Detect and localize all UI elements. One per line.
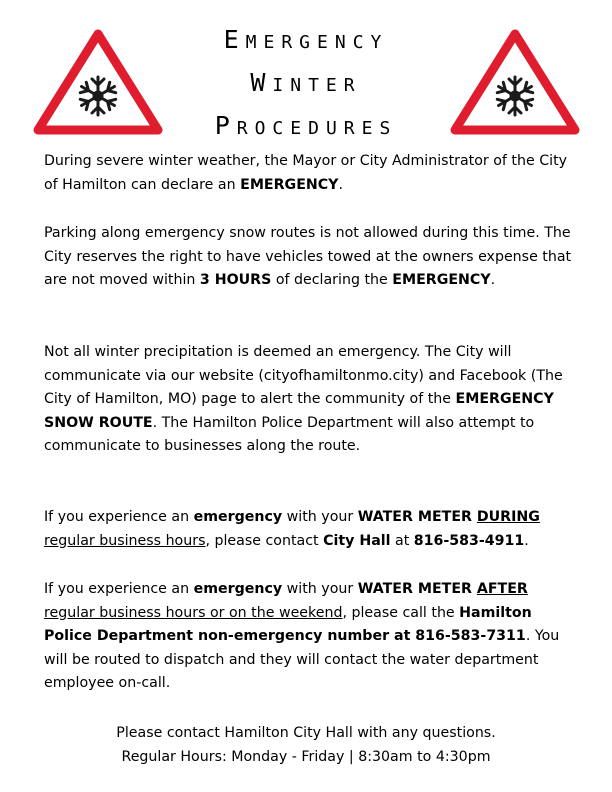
- text: of declaring the: [271, 272, 393, 288]
- emphasis: emergency: [193, 581, 283, 597]
- paragraph-water-meter-after-hours: [44, 578, 574, 696]
- emphasis: EMERGENCY SNOW ROUTE: [44, 391, 554, 431]
- text: . You will be routed to dispatch and they will contact the water department employee on-call.: [44, 628, 560, 691]
- paragraph-declaration: [44, 150, 574, 197]
- title-line-3: Procedures: [214, 111, 398, 140]
- text: During severe winter weather, the Mayor or City Administrator of the City of Hamilton can declare an: [44, 153, 568, 193]
- footer-line-1: Please contact Hamilton City Hall with any questions.: [116, 725, 496, 741]
- police-contact: Hamilton Police Department non-emergency number at 816-583-7311: [44, 604, 532, 644]
- paragraph-communication: [44, 341, 574, 459]
- emphasis: WATER METER: [357, 581, 477, 597]
- emphasis: EMERGENCY: [240, 176, 339, 193]
- text: Not all winter precipitation is deemed an emergency. The City will communicate via our website (cityofhamiltonmo.city) and Facebook (The City of Hamilton, MO) page to alert the community of the: [44, 344, 563, 407]
- underlined-text: regular business hours: [44, 532, 206, 549]
- text: , please call the: [342, 604, 460, 621]
- underlined-text: regular business hours or on the weekend: [44, 604, 343, 621]
- emphasis-underline: DURING: [476, 509, 540, 525]
- paragraph-parking: [44, 222, 574, 293]
- text: If you experience an: [44, 581, 194, 597]
- text: , please contact: [205, 532, 324, 549]
- phone-number: 816-583-4911: [413, 532, 525, 549]
- text: with your: [282, 581, 358, 597]
- emphasis: City Hall: [323, 532, 391, 549]
- emphasis-underline: AFTER: [476, 581, 528, 597]
- footer: [0, 722, 612, 769]
- page-title: [150, 18, 462, 147]
- text: with your: [282, 509, 358, 525]
- snowflake-warning-sign-icon: [30, 26, 166, 138]
- emphasis: 3 HOURS: [199, 272, 272, 288]
- text: .: [524, 532, 529, 549]
- title-line-1: Emergency: [223, 25, 389, 54]
- text: . The Hamilton Police Department will also attempt to communicate to businesses along the route.: [44, 414, 535, 454]
- emphasis: emergency: [193, 509, 283, 525]
- paragraph-water-meter-during-hours: [44, 506, 574, 553]
- snowflake-warning-sign-icon: [447, 26, 583, 138]
- text: If you experience an: [44, 509, 194, 525]
- text: .: [338, 176, 343, 193]
- footer-line-2: Regular Hours: Monday - Friday | 8:30am to 4:30pm: [121, 748, 491, 765]
- emphasis: WATER METER: [357, 509, 477, 525]
- text: .: [490, 272, 496, 288]
- text: Parking along emergency snow routes is not allowed during this time. The City reserves the right to have vehicles towed at the owners expense that are not moved within: [44, 225, 572, 288]
- text: at: [390, 532, 414, 549]
- title-line-2: Winter: [250, 68, 362, 97]
- emphasis: EMERGENCY: [392, 272, 491, 288]
